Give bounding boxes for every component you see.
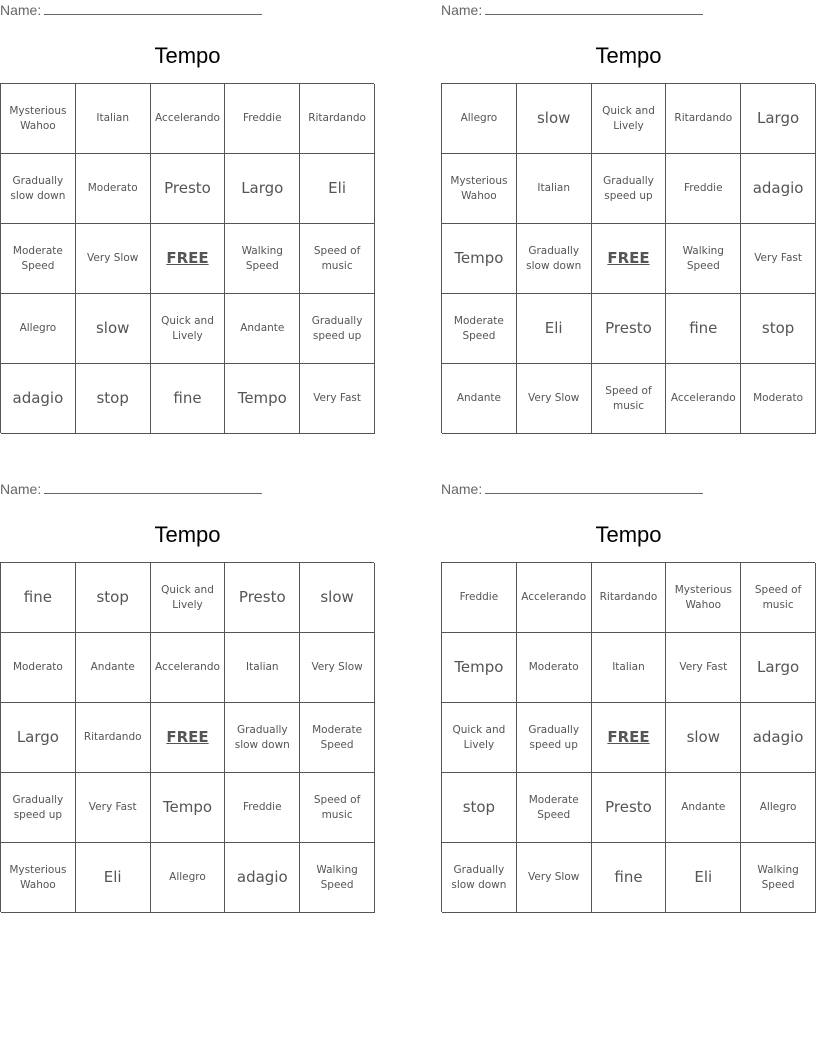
bingo-cell: Mysterious Wahoo: [1, 843, 76, 913]
bingo-cell: Freddie: [225, 773, 300, 843]
bingo-cell: slow: [517, 84, 592, 154]
bingo-cell: slow: [666, 703, 741, 773]
bingo-cell: Very Fast: [76, 773, 151, 843]
name-field: [441, 2, 711, 18]
bingo-cell: fine: [592, 843, 667, 913]
bingo-cell: Tempo: [151, 773, 226, 843]
bingo-cell: Andante: [225, 294, 300, 364]
bingo-cell: Accelerando: [517, 563, 592, 633]
bingo-cell: Very Fast: [666, 633, 741, 703]
name-label: Name:: [0, 481, 42, 497]
bingo-cell: Presto: [225, 563, 300, 633]
bingo-cell: Walking Speed: [741, 843, 816, 913]
name-label: Name:: [0, 2, 42, 18]
bingo-grid: [441, 562, 815, 912]
name-field: [441, 481, 711, 497]
bingo-cell: Very Slow: [300, 633, 375, 703]
bingo-cell: stop: [741, 294, 816, 364]
bingo-cell: Freddie: [225, 84, 300, 154]
bingo-cell: Gradually speed up: [300, 294, 375, 364]
bingo-cell: adagio: [741, 154, 816, 224]
bingo-cell: Moderato: [1, 633, 76, 703]
bingo-cell: Walking Speed: [225, 224, 300, 294]
bingo-cell: fine: [666, 294, 741, 364]
name-blank-line[interactable]: [485, 2, 703, 15]
bingo-cell: Moderate Speed: [1, 224, 76, 294]
bingo-cell: Moderato: [517, 633, 592, 703]
bingo-cell: Allegro: [151, 843, 226, 913]
bingo-cell: Largo: [1, 703, 76, 773]
bingo-cell: Andante: [442, 364, 517, 434]
bingo-cell: Andante: [76, 633, 151, 703]
bingo-card-3: [0, 479, 375, 919]
bingo-cell: Accelerando: [151, 84, 226, 154]
bingo-cell: Quick and Lively: [151, 563, 226, 633]
bingo-cell: Ritardando: [592, 563, 667, 633]
bingo-cell: Presto: [592, 773, 667, 843]
bingo-cell: Presto: [151, 154, 226, 224]
bingo-cell: Gradually slow down: [442, 843, 517, 913]
bingo-cell: Freddie: [666, 154, 741, 224]
bingo-cell: Speed of music: [300, 773, 375, 843]
bingo-cell: Very Fast: [741, 224, 816, 294]
bingo-cell: Walking Speed: [300, 843, 375, 913]
bingo-cell: stop: [76, 563, 151, 633]
bingo-cell: Moderate Speed: [300, 703, 375, 773]
bingo-cell: Italian: [592, 633, 667, 703]
free-space-cell: FREE: [592, 224, 667, 294]
bingo-cell: Gradually slow down: [1, 154, 76, 224]
name-label: Name:: [441, 481, 483, 497]
bingo-cell: Ritardando: [76, 703, 151, 773]
bingo-cell: Moderato: [76, 154, 151, 224]
bingo-cell: Moderato: [741, 364, 816, 434]
bingo-cell: Allegro: [442, 84, 517, 154]
bingo-cell: fine: [151, 364, 226, 434]
bingo-cell: Eli: [76, 843, 151, 913]
free-space-cell: FREE: [151, 703, 226, 773]
free-space-cell: FREE: [592, 703, 667, 773]
name-label: Name:: [441, 2, 483, 18]
bingo-cell: adagio: [741, 703, 816, 773]
bingo-card-1: [0, 0, 375, 440]
bingo-cell: Moderate Speed: [517, 773, 592, 843]
bingo-cell: Italian: [517, 154, 592, 224]
bingo-cell: Italian: [225, 633, 300, 703]
bingo-cell: Tempo: [225, 364, 300, 434]
bingo-cell: adagio: [225, 843, 300, 913]
bingo-cell: fine: [1, 563, 76, 633]
card-title: Tempo: [154, 43, 221, 68]
bingo-cell: Largo: [741, 633, 816, 703]
bingo-cell: Moderate Speed: [442, 294, 517, 364]
card-title: Tempo: [595, 522, 662, 547]
bingo-cell: Speed of music: [592, 364, 667, 434]
bingo-cell: Allegro: [1, 294, 76, 364]
name-blank-line[interactable]: [485, 481, 703, 494]
bingo-cell: Mysterious Wahoo: [1, 84, 76, 154]
bingo-cell: Italian: [76, 84, 151, 154]
bingo-cell: Gradually speed up: [517, 703, 592, 773]
bingo-cell: Tempo: [442, 224, 517, 294]
bingo-cell: Eli: [517, 294, 592, 364]
bingo-cell: Allegro: [741, 773, 816, 843]
bingo-card-4: [441, 479, 816, 919]
bingo-cell: Quick and Lively: [592, 84, 667, 154]
bingo-cell: Speed of music: [300, 224, 375, 294]
name-field: [0, 481, 270, 497]
bingo-cell: Accelerando: [151, 633, 226, 703]
bingo-cell: Eli: [300, 154, 375, 224]
name-field: [0, 2, 270, 18]
bingo-cell: Very Slow: [76, 224, 151, 294]
bingo-cell: Eli: [666, 843, 741, 913]
bingo-grid: [0, 83, 374, 433]
bingo-cell: Freddie: [442, 563, 517, 633]
free-space-cell: FREE: [151, 224, 226, 294]
bingo-cell: Mysterious Wahoo: [666, 563, 741, 633]
bingo-cell: Very Slow: [517, 843, 592, 913]
bingo-grid: [0, 562, 374, 912]
bingo-card-2: [441, 0, 816, 440]
bingo-cell: Accelerando: [666, 364, 741, 434]
bingo-cell: Quick and Lively: [151, 294, 226, 364]
bingo-cell: Gradually slow down: [517, 224, 592, 294]
name-blank-line[interactable]: [44, 481, 262, 494]
bingo-cell: Gradually slow down: [225, 703, 300, 773]
bingo-cell: Ritardando: [300, 84, 375, 154]
bingo-cell: Speed of music: [741, 563, 816, 633]
name-blank-line[interactable]: [44, 2, 262, 15]
bingo-cell: Quick and Lively: [442, 703, 517, 773]
bingo-cell: Andante: [666, 773, 741, 843]
bingo-cell: Very Slow: [517, 364, 592, 434]
bingo-grid: [441, 83, 815, 433]
bingo-cell: Largo: [225, 154, 300, 224]
card-title: Tempo: [154, 522, 221, 547]
bingo-cell: Gradually speed up: [1, 773, 76, 843]
bingo-cell: Mysterious Wahoo: [442, 154, 517, 224]
bingo-cell: slow: [76, 294, 151, 364]
bingo-cell: stop: [76, 364, 151, 434]
bingo-cell: Largo: [741, 84, 816, 154]
bingo-cell: Walking Speed: [666, 224, 741, 294]
bingo-cell: Ritardando: [666, 84, 741, 154]
bingo-cell: Very Fast: [300, 364, 375, 434]
bingo-cell: Gradually speed up: [592, 154, 667, 224]
bingo-cell: slow: [300, 563, 375, 633]
bingo-cell: Tempo: [442, 633, 517, 703]
bingo-cell: stop: [442, 773, 517, 843]
bingo-cell: adagio: [1, 364, 76, 434]
bingo-cell: Presto: [592, 294, 667, 364]
card-title: Tempo: [595, 43, 662, 68]
